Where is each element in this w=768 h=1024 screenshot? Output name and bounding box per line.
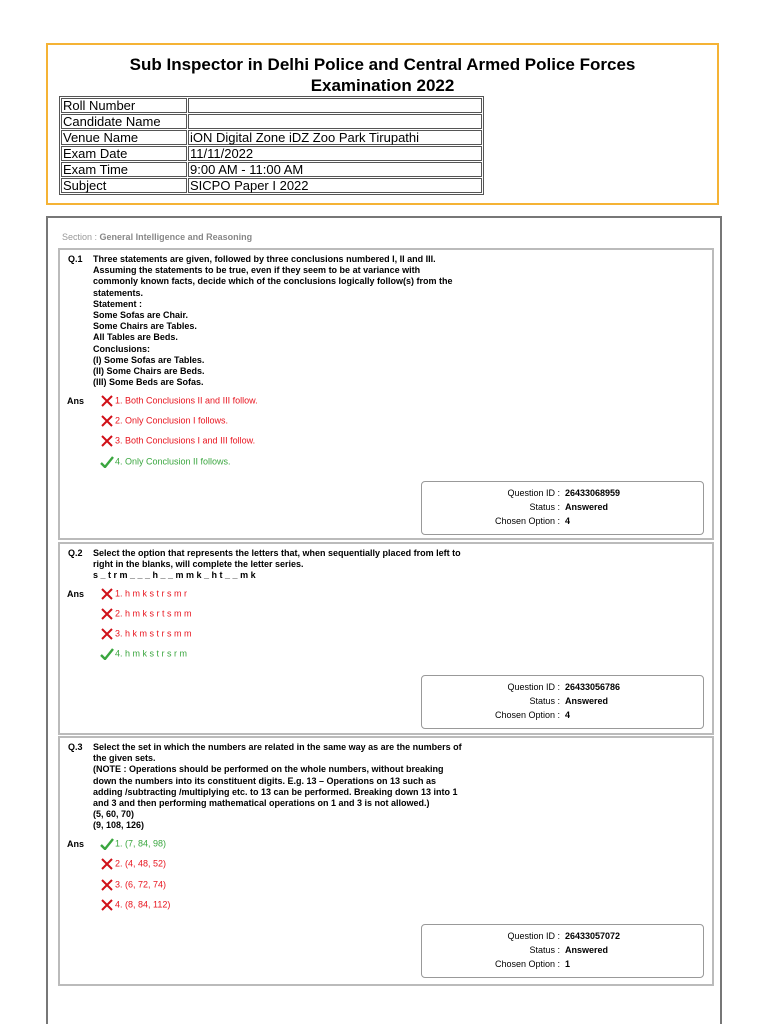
info-label: Roll Number (61, 98, 187, 113)
option-item: 1. (7, 84, 98) (100, 838, 166, 850)
option-item: 1. h m k s t r s m r (100, 588, 187, 600)
exam-header (46, 43, 719, 205)
cross-icon (100, 899, 114, 911)
question-meta: Question ID : 26433068959 Status : Answered Chosen Option : 4 (421, 481, 704, 535)
question-number: Q.1 (68, 254, 83, 264)
info-row (61, 130, 482, 145)
checkmark-icon (100, 838, 114, 850)
info-value: SICPO Paper I 2022 (188, 178, 482, 193)
question-panel (58, 736, 714, 986)
ans-label: Ans (67, 839, 85, 849)
status-value: Answered (565, 945, 609, 955)
option-item: 2. (4, 48, 52) (100, 858, 166, 870)
info-row (61, 178, 482, 193)
cross-icon (100, 628, 114, 640)
chosen-option: 4 (565, 710, 571, 720)
question-id: 26433057072 (565, 931, 621, 941)
ans-label: Ans (67, 396, 85, 406)
info-value: 11/11/2022 (188, 146, 482, 161)
info-row (61, 162, 482, 177)
info-label: Candidate Name (61, 114, 187, 129)
question-number: Q.2 (68, 548, 83, 558)
chosen-option: 1 (565, 959, 571, 969)
option-item: 2. h m k s r t s m m (100, 608, 192, 620)
status-value: Answered (565, 502, 609, 512)
question-panel (58, 542, 714, 735)
option-item: 4. (8, 84, 112) (100, 899, 170, 911)
chosen-option: 4 (565, 516, 571, 526)
info-value (188, 98, 482, 113)
info-value: 9:00 AM - 11:00 AM (188, 162, 482, 177)
question-meta: Question ID : 26433057072 Status : Answered Chosen Option : 1 (421, 924, 704, 978)
option-item: 3. h k m s t r s m m (100, 628, 192, 640)
info-label: Exam Date (61, 146, 187, 161)
ans-label: Ans (67, 589, 85, 599)
question-meta: Question ID : 26433056786 Status : Answered Chosen Option : 4 (421, 675, 704, 729)
question-number: Q.3 (68, 742, 83, 752)
question-id: 26433056786 (565, 682, 621, 692)
cross-icon (100, 588, 114, 600)
cross-icon (100, 879, 114, 891)
candidate-info-table (59, 96, 484, 195)
option-item: 3. (6, 72, 74) (100, 879, 166, 891)
info-row (61, 98, 482, 113)
option-item: 1. Both Conclusions II and III follow. (100, 395, 258, 407)
exam-title: Sub Inspector in Delhi Police and Central Armed Police Forces Examination 2022 (129, 55, 636, 95)
checkmark-icon (100, 456, 114, 468)
info-label: Venue Name (61, 130, 187, 145)
question-text: Select the option that represents the letters that, when sequentially placed from left to right in the blanks, will complete the letter series. s _ t r m _ _ _ h _ _ m m k _ h t _ _ m k (93, 548, 461, 581)
cross-icon (100, 858, 114, 870)
question-panel (58, 248, 714, 540)
response-sheet (46, 216, 722, 1024)
cross-icon (100, 435, 114, 447)
info-label: Subject (61, 178, 187, 193)
question-text: Three statements are given, followed by three conclusions numbered I, II and III. Assuming the statements to be true, even if they seem to be at variance with commonly known facts, decide which of the conclusions logically follow(s) from the statements. Statement : Some Sofas are Chair. Some Chairs are Tables. All Tables are Beds. Conclusions: (I) Some Sofas are Tables. (II) Some Chairs are Beds. (III) Some Beds are Sofas. (93, 254, 453, 388)
question-text: Select the set in which the numbers are related in the same way as are the numbers of the given sets. (NOTE : Operations should be performed on the whole numbers, without breaking down the numbers into its constituent digits. E.g. 13 – Operations on 13 such as adding /subtracting /multiplying etc. to 13 can be performed. Breaking down 13 into 1 and 3 and then performing mathematical operations on 1 and 3 is not allowed.) (5, 60, 70) (9, 108, 126) (93, 742, 462, 831)
cross-icon (100, 608, 114, 620)
cross-icon (100, 395, 114, 407)
cross-icon (100, 415, 114, 427)
option-item: 4. Only Conclusion II follows. (100, 456, 231, 468)
question-id: 26433068959 (565, 488, 621, 498)
option-item: 2. Only Conclusion I follows. (100, 415, 228, 427)
info-row (61, 114, 482, 129)
info-label: Exam Time (61, 162, 187, 177)
status-value: Answered (565, 696, 609, 706)
section-label: Section : General Intelligence and Reasoning (62, 232, 253, 242)
info-value: iON Digital Zone iDZ Zoo Park Tirupathi (188, 130, 482, 145)
info-row (61, 146, 482, 161)
info-value (188, 114, 482, 129)
option-item: 4. h m k s t r s r m (100, 648, 187, 660)
option-item: 3. Both Conclusions I and III follow. (100, 435, 255, 447)
checkmark-icon (100, 648, 114, 660)
